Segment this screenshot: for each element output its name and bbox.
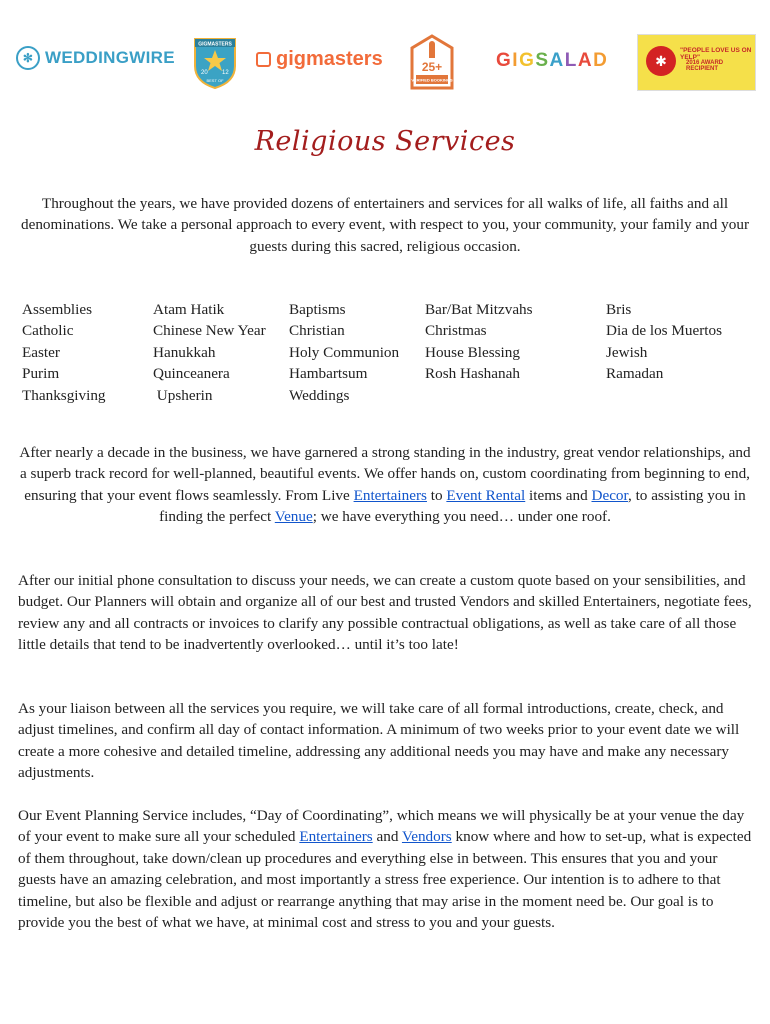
service-item: Hanukkah: [153, 343, 216, 361]
service-item: Atam Hatik: [153, 301, 225, 318]
services-column-2: [153, 299, 266, 406]
service-item: Christmas: [425, 322, 487, 340]
service-item: Purim: [22, 365, 60, 383]
gigmasters-logo: [256, 48, 383, 71]
weddingwire-wordmark: WEDDINGWIRE: [45, 48, 175, 67]
gigsalad-wordmark: [496, 50, 608, 72]
experience-paragraph: After nearly a decade in the business, we have garnered a strong standing in the industry, great vendor relationships, and a superb track record for well-planned, beautiful events. We offer hands on, custom coordinating from beginning to end, ensuring that your event flows seamlessly. From Live Entertainers to Event Rental items and Decor, to assisting you in finding the perfect Venue; we have everything you need… under one roof.: [19, 444, 751, 526]
svg-text:12: 12: [222, 70, 229, 76]
yelp-award-line1: "PEOPLE LOVE US ON YELP": [680, 47, 752, 61]
service-item: Bar/Bat Mitzvahs: [425, 301, 533, 318]
weddingwire-icon: ✻: [16, 46, 40, 70]
weddingwire-logo: [16, 46, 175, 70]
gigsalad-letter: L: [564, 50, 578, 71]
services-column-4: [425, 299, 533, 385]
svg-text:20: 20: [201, 70, 208, 76]
vendors-link[interactable]: Vendors: [401, 828, 452, 846]
service-item: Hambartsum: [289, 365, 368, 383]
services-column-3: [289, 299, 399, 406]
svg-text:25+: 25+: [421, 60, 443, 74]
thumbtack-verified-badge: [410, 34, 454, 90]
gigsalad-letter: I: [512, 50, 520, 71]
service-item: Baptisms: [289, 301, 346, 318]
gigmasters-icon: [256, 52, 271, 67]
service-item: Upsherin: [153, 386, 213, 404]
service-item: Chinese New Year: [153, 322, 266, 340]
yelp-award-line2: 2016 AWARD RECIPIENT: [686, 60, 724, 72]
service-item: Thanksgiving: [22, 386, 106, 404]
event-rental-link[interactable]: Event Rental: [446, 486, 526, 504]
gigsalad-letter: A: [577, 50, 594, 71]
page-title: Religious Services: [254, 126, 516, 157]
services-column-5: [606, 299, 722, 385]
decor-link[interactable]: Decor: [591, 486, 628, 504]
svg-text:VERIFIED BOOKINGS: VERIFIED BOOKINGS: [411, 77, 453, 83]
service-item: Holy Communion: [289, 343, 400, 361]
service-item: Catholic: [22, 322, 74, 340]
gigmasters-best-of-badge: [192, 36, 238, 90]
liaison-paragraph: As your liaison between all the services you require, we will take care of all formal introductions, create, check, and adjust timelines, and confirm all day of contact information. A minimum of two weeks prior to your event date we will create a more cohesive and detailed timeline, addressing any additional needs you may have and make any necessary adjustments.: [18, 700, 740, 782]
gigsalad-letter: G: [496, 50, 513, 71]
gigmasters-wordmark: gigmasters: [276, 48, 383, 70]
service-item: Assemblies: [22, 301, 93, 318]
yelp-icon: ✱: [646, 46, 676, 76]
day-of-coordinating-paragraph: Our Event Planning Service includes, “Day of Coordinating”, which means we will physically be at your venue the day of your event to make sure all your scheduled Entertainers and Vendors know where and how to set-up, what is expected of them throughout, take down/clean up procedures and everything else in between. This ensures that you and your guests have an amazing celebration, and most importantly a stress free experience. Our intention is to adhere to that timeline, but also be flexible and adjust or rearrange anything that may arise in the moment need be. Our goal is to provide you the best of what we have, at minimal cost and stress to you and your guests.: [18, 807, 752, 932]
gigsalad-letter: G: [519, 50, 536, 71]
entertainers-link[interactable]: Entertainers: [299, 828, 373, 846]
venue-link[interactable]: Venue: [274, 508, 313, 526]
entertainers-link[interactable]: Entertainers: [353, 486, 427, 504]
svg-text:GIGMASTERS: GIGMASTERS: [198, 41, 232, 48]
yelp-award-badge: [637, 34, 756, 91]
service-item: Ramadan: [606, 365, 664, 383]
gigsalad-letter: D: [593, 50, 609, 71]
service-item: House Blessing: [425, 343, 520, 361]
service-item: Jewish: [606, 343, 648, 361]
service-item: Easter: [22, 343, 60, 361]
partner-logos: [0, 30, 770, 94]
service-item: Bris: [606, 301, 632, 318]
intro-paragraph: Throughout the years, we have provided dozens of entertainers and services for all walks of life, all faiths and all denominations. We take a personal approach to every event, with respect to you, your community, your family and your guests during this sacred, religious occasion.: [21, 195, 749, 255]
gigsalad-logo: [496, 50, 608, 72]
service-item: Quinceanera: [153, 365, 230, 383]
services-column-1: [22, 299, 106, 406]
service-item: Christian: [289, 322, 345, 340]
service-item: Weddings: [289, 386, 350, 404]
svg-text:BEST OF: BEST OF: [206, 78, 224, 83]
gigsalad-letter: S: [535, 50, 550, 71]
service-item: Rosh Hashanah: [425, 365, 520, 383]
consultation-paragraph: After our initial phone consultation to discuss your needs, we can create a custom quote based on your sensibilities, and budget. Our Planners will obtain and organize all of our best and trusted Vendors and skilled Entertainers, negotiate fees, review any and all contracts or invoices to clarify any possible contractual obligations, as well as take care of all those little details that tend to be inadvertently overlooked… until it’s too late!: [18, 572, 752, 654]
gigsalad-letter: A: [549, 50, 565, 71]
service-item: Dia de los Muertos: [606, 322, 722, 340]
